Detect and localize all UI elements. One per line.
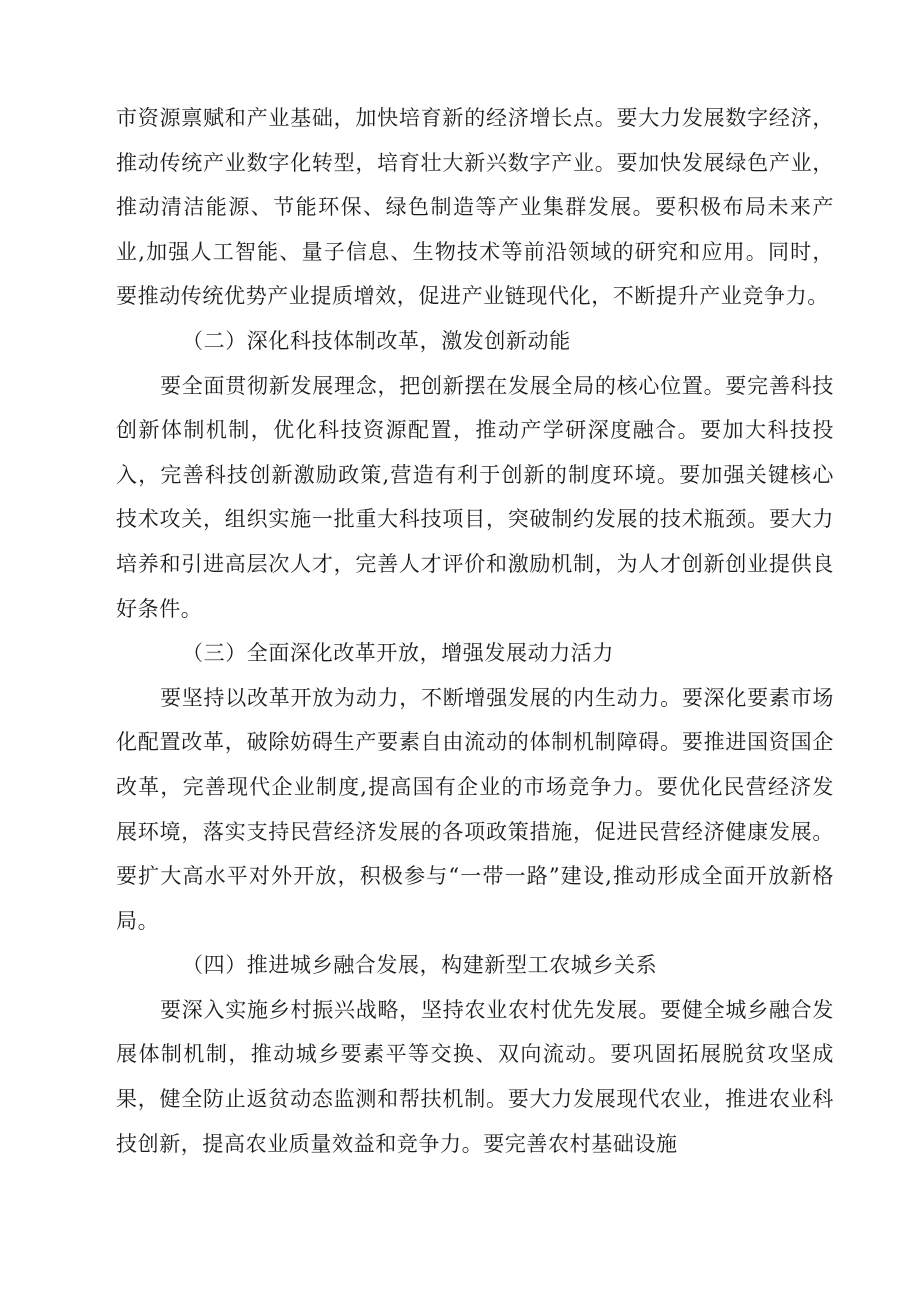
document-body	[116, 96, 834, 1166]
paragraph-reform-opening: 要坚持以改革开放为动力，不断增强发展的内生动力。要深化要素市场化配置改革，破除妨碍生产要素自由流动的体制机制障碍。要推进国资国企改革，完善现代企业制度,提高国有企业的市场竞争力。要优化民营经济发展环境，落实支持民营经济发展的各项政策措施，促进民营经济健康发展。要扩大高水平对外开放，积极参与“一带一路”建设,推动形成全面开放新格局。	[116, 685, 834, 933]
paragraph-tech-reform: 要全面贯彻新发展理念，把创新摆在发展全局的核心位置。要完善科技创新体制机制，优化科技资源配置，推动产学研深度融合。要加大科技投入，完善科技创新激励政策,营造有利于创新的制度环境。要加强关键核心技术攻关，组织实施一批重大科技项目，突破制约发展的技术瓶颈。要大力培养和引进高层次人才，完善人才评价和激励机制，为人才创新创业提供良好条件。	[116, 373, 834, 621]
section-heading-3: （三）全面深化改革开放，增强发展动力活力	[182, 641, 614, 666]
paragraph-urban-rural: 要深入实施乡村振兴战略，坚持农业农村优先发展。要健全城乡融合发展体制机制，推动城乡要素平等交换、双向流动。要巩固拓展脱贫攻坚成果，健全防止返贫动态监测和帮扶机制。要大力发展现代农业，推进农业科技创新，提高农业质量效益和竞争力。要完善农村基础设施	[116, 997, 834, 1156]
section-heading-2: （二）深化科技体制改革，激发创新动能	[182, 328, 571, 353]
section-heading-4: （四）推进城乡融合发展，构建新型工农城乡关系	[182, 953, 658, 978]
paragraph-industry-continued: 市资源禀赋和产业基础，加快培育新的经济增长点。要大力发展数字经济，推动传统产业数字化转型，培育壮大新兴数字产业。要加快发展绿色产业，推动清洁能源、节能环保、绿色制造等产业集群发展。要积极布局未来产业,加强人工智能、量子信息、生物技术等前沿领域的研究和应用。同时，要推动传统优势产业提质增效，促进产业链现代化，不断提升产业竞争力。	[116, 106, 834, 309]
